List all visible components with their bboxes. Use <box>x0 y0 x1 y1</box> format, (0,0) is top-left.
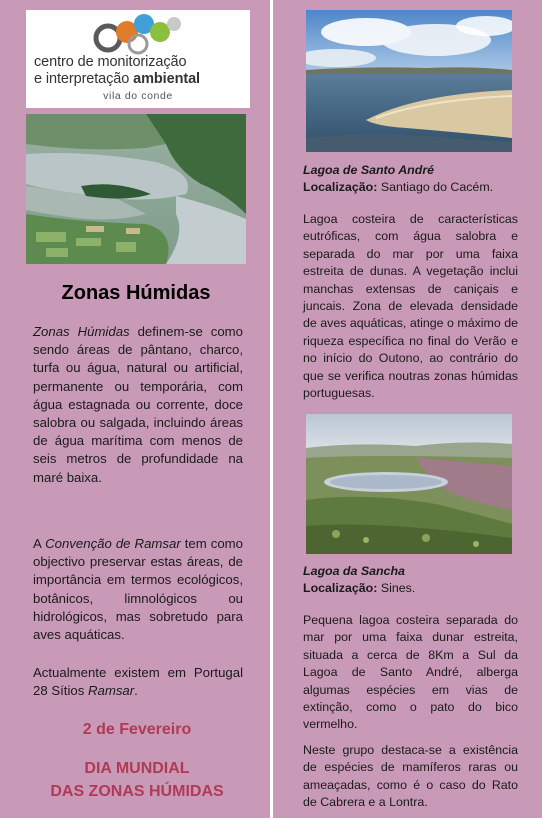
definition-term: Zonas Húmidas <box>33 324 130 339</box>
sites-ramsar: Ramsar <box>87 683 135 699</box>
ramsar-text: tem como objectivo preservar estas áreas, de importância em termos ecológicos, botânicos, limnológicos ou hidrológicos, mas sobretudo para aves aquáticas. <box>33 536 244 643</box>
logo-line2 <box>34 71 250 87</box>
site2-location-label: Localização: <box>303 581 378 595</box>
lagoa-santo-andre-photo <box>306 10 512 152</box>
page-title: Zonas Húmidas <box>61 282 211 304</box>
site1-location-label: Localização: <box>303 180 378 194</box>
ramsar-start: A <box>33 536 46 551</box>
logo-circles-icon <box>26 10 250 58</box>
sites-paragraph <box>33 664 243 700</box>
lagoa-da-sancha-photo <box>306 414 512 554</box>
site2-description: Pequena lagoa costeira separada do mar por uma faixa dunar estreita, situada a cerca de 8Km a Sul da Lagoa de Santo André, alberga algumas espécies em vias de extinção, como o pato do bico vermelho. <box>303 613 518 732</box>
site2-location <box>303 580 518 597</box>
event-name-line1: DIA MUNDIAL <box>84 760 190 777</box>
site1-description: Lagoa costeira de características eutróficas, com água salobra e separada do mar por uma faixa estreita de dunas. A vegetação inclui manchas extensas de caniçais e juncais. Zona de elevada densidade de aves aquáticas, atinge o máximo de riqueza específica no final do Verão e no início do Outono, ao contrário do que se verifica noutras zonas húmidas portuguesas. <box>303 212 518 401</box>
logo-line2-regular: e interpretação <box>34 71 130 87</box>
site2-name: Lagoa da Sancha <box>303 564 405 578</box>
event-name-line2: DAS ZONAS HÚMIDAS <box>50 783 224 800</box>
site1-location-value: Santiago do Cacém. <box>377 180 494 194</box>
sites-end: . <box>134 683 138 699</box>
event-date: 2 de Fevereiro <box>82 721 192 738</box>
site1-location <box>303 179 518 196</box>
sites-text: Actualmente existem em Portugal 28 Sítios <box>33 665 243 699</box>
column-divider <box>270 0 273 818</box>
ramsar-convention: Convenção de Ramsar <box>45 536 181 551</box>
site2-location-value: Sines. <box>377 581 416 595</box>
definition-paragraph <box>33 323 243 487</box>
logo <box>26 10 250 108</box>
site1-name: Lagoa de Santo André <box>303 163 435 177</box>
definition-text: definem-se como sendo áreas de pântano, charco, turfa ou água, natural ou artificial, permanente ou temporária, com água estagnada ou corrente, doce salobra ou salgada, incluindo áreas de água marítima com menos de seis metros de profundidade na maré baixa. <box>33 324 244 485</box>
logo-line1: centro de monitorização <box>34 54 187 70</box>
logo-line2-bold: ambiental <box>133 71 200 87</box>
logo-location: vila do conde <box>103 90 173 102</box>
ramsar-paragraph <box>33 535 243 644</box>
closing-paragraph: Neste grupo destaca-se a existência de espécies de mamíferos raras ou ameaçadas, como é o caso do Rato de Cabrera e a Lontra. <box>303 743 518 810</box>
lake-aerial-photo <box>26 114 246 264</box>
